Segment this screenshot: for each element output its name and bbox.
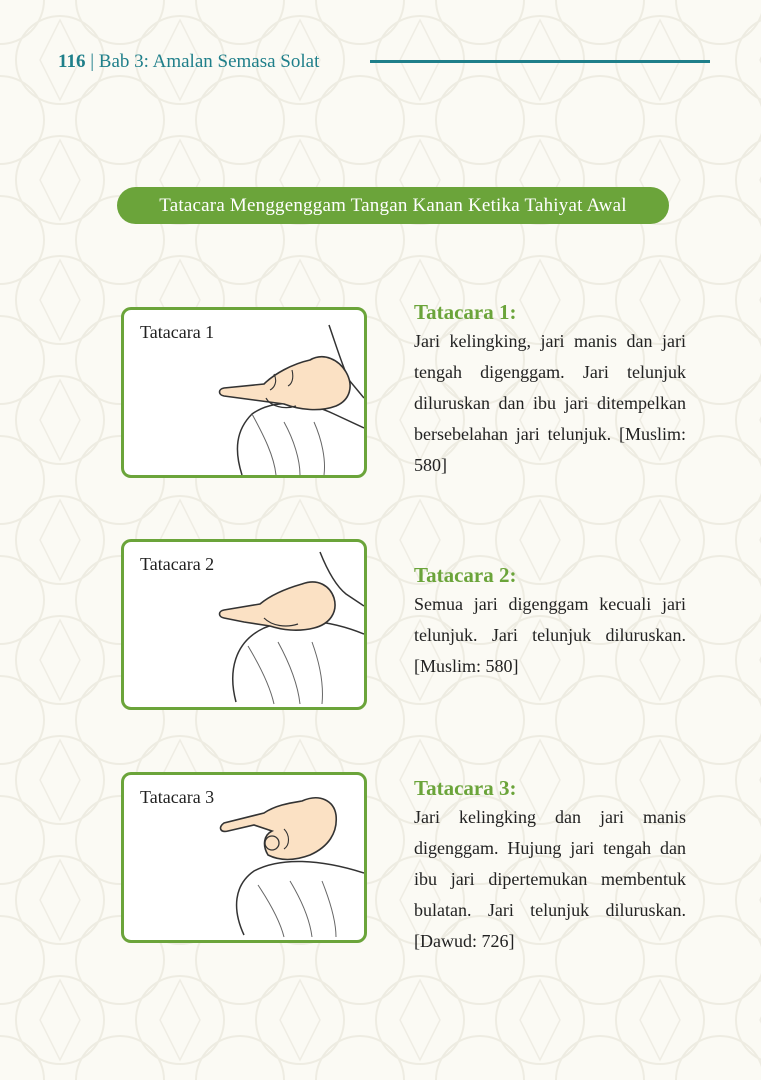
page-number: 116 bbox=[58, 51, 86, 72]
method-title-2: Tatacara 2: bbox=[414, 563, 517, 587]
section-title: Tatacara Menggenggam Tangan Kanan Ketika Tahiyat Awal bbox=[159, 194, 627, 216]
illustration-label-3: Tatacara 3 bbox=[140, 787, 215, 807]
method-description-1 bbox=[414, 298, 686, 481]
illustration-card-3 bbox=[121, 772, 367, 943]
illustration-card-1 bbox=[121, 307, 367, 478]
illustration-label-2: Tatacara 2 bbox=[140, 554, 215, 574]
method-text-1: Jari kelingking, jari manis dan jari tengah digenggam. Jari telunjuk diluruskan dan ibu jari ditempelkan bersebelahan jari telunjuk. [Muslim: 580] bbox=[414, 331, 686, 475]
illustration-card-2 bbox=[121, 539, 367, 710]
method-title-1: Tatacara 1: bbox=[414, 300, 517, 324]
header-text bbox=[58, 51, 319, 73]
chapter-title: Bab 3: Amalan Semasa Solat bbox=[98, 51, 320, 72]
header-separator: | bbox=[90, 51, 95, 72]
method-text-3: Jari kelingking dan jari manis digenggam. Hujung jari tengah dan ibu jari dipertemukan membentuk bulatan. Jari telunjuk diluruskan. [Dawud: 726] bbox=[414, 807, 686, 951]
method-description-3 bbox=[414, 774, 686, 957]
method-description-2 bbox=[414, 561, 686, 682]
header-rule bbox=[370, 60, 710, 63]
section-banner bbox=[117, 187, 669, 224]
method-text-2: Semua jari digenggam kecuali jari telunjuk. Jari telunjuk diluruskan. [Muslim: 580] bbox=[414, 594, 686, 676]
running-header bbox=[58, 49, 319, 75]
illustration-label-1: Tatacara 1 bbox=[140, 322, 215, 342]
method-title-3: Tatacara 3: bbox=[414, 776, 517, 800]
